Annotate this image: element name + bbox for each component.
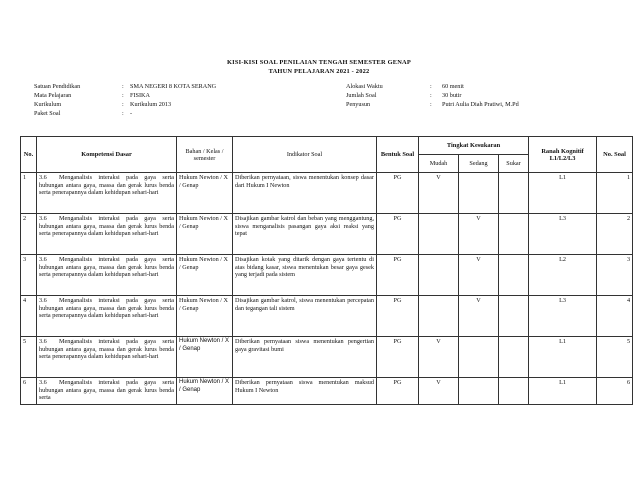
cell-indikator: Diberikan pernyataan siswa menentukan maksud Hukum I Newton [233, 378, 377, 405]
cell-bentuk: PG [377, 214, 419, 255]
cell-ranah: L1 [529, 173, 597, 214]
cell-bentuk: PG [377, 255, 419, 296]
cell-ranah: L1 [529, 378, 597, 405]
cell-bahan: Hukum Newton / X / Genap [177, 255, 233, 296]
cell-indikator: Disajikan gambar katrol, siswa menentukan percepatan dan tegangan tali sistem [233, 296, 377, 337]
cell-no-soal: 1 [597, 173, 633, 214]
cell-kompetensi: 3.6 Menganalisis interaksi pada gaya serta hubungan antara gaya, massa dan gerak lurus benda serta penerapannya dalam kehidupan sehari-hari [37, 296, 177, 337]
header-tingkat-kesukaran: Tingkat Kesukaran [419, 137, 529, 155]
cell-sukar [499, 255, 529, 296]
cell-sukar [499, 296, 529, 337]
cell-ranah: L3 [529, 296, 597, 337]
meta-row-penyusun: Penyusun : Putri Aulia Diah Pratiwi, M.Pd [346, 101, 519, 108]
cell-no-soal: 4 [597, 296, 633, 337]
meta-value: FISIKA [130, 92, 150, 99]
header-kompetensi-dasar: Kompetensi Dasar [37, 137, 177, 173]
cell-sedang [459, 378, 499, 405]
header-sukar: Sukar [499, 155, 529, 173]
table-row [21, 337, 633, 378]
cell-kompetensi: 3.6 Menganalisis interaksi pada gaya serta hubungan antara gaya, massa dan gerak lurus benda serta [37, 378, 177, 405]
meta-value: SMA NEGERI 8 KOTA SERANG [130, 83, 217, 90]
header-no-soal: No. Soal [597, 137, 633, 173]
cell-sedang: V [459, 214, 499, 255]
cell-bahan: Hukum Newton / X / Genap [177, 214, 233, 255]
meta-row-alokasi: Alokasi Waktu : 60 menit [346, 83, 464, 90]
cell-no: 1 [21, 173, 37, 214]
cell-mudah: V [419, 378, 459, 405]
header-indikator: Indikator Soal [233, 137, 377, 173]
document-title: KISI-KISI SOAL PENILAIAN TENGAH SEMESTER GENAP [227, 59, 411, 66]
cell-indikator: Diberikan pernyataan, siswa menentukan konsep dasar dari Hukum I Newton [233, 173, 377, 214]
cell-no-soal: 3 [597, 255, 633, 296]
header-bahan-kelas: Bahan / Kelas / semester [177, 137, 233, 173]
cell-no: 2 [21, 214, 37, 255]
meta-row-jumlah: Jumlah Soal : 30 butir [346, 92, 462, 99]
cell-sukar [499, 214, 529, 255]
cell-sukar [499, 378, 529, 405]
cell-bentuk: PG [377, 173, 419, 214]
document-subtitle: TAHUN PELAJARAN 2021 - 2022 [268, 68, 370, 75]
cell-bentuk: PG [377, 296, 419, 337]
cell-ranah: L3 [529, 214, 597, 255]
table-row [21, 378, 633, 405]
cell-kompetensi: 3.6 Menganalisis interaksi pada gaya serta hubungan antara gaya, massa dan gerak lurus benda serta penerapannya dalam kehidupan sehari-hari [37, 214, 177, 255]
cell-mudah: V [419, 337, 459, 378]
cell-mudah [419, 255, 459, 296]
cell-bahan: Hukum Newton / X / Genap [177, 173, 233, 214]
table-row [21, 214, 633, 255]
cell-sedang: V [459, 296, 499, 337]
cell-sedang [459, 173, 499, 214]
cell-bahan: Hukum Newton / X / Genap [177, 378, 233, 405]
meta-value: 30 butir [442, 92, 462, 99]
kisi-kisi-table [20, 136, 633, 405]
cell-bahan: Hukum Newton / X / Genap [177, 296, 233, 337]
table-row [21, 173, 633, 214]
cell-kompetensi: 3.6 Menganalisis interaksi pada gaya serta hubungan antara gaya, massa dan gerak lurus benda serta penerapannya dalam kehidupan sehari-hari [37, 255, 177, 296]
cell-no: 4 [21, 296, 37, 337]
header-bentuk-soal: Bentuk Soal [377, 137, 419, 173]
cell-ranah: L1 [529, 337, 597, 378]
cell-kompetensi: 3.6 Menganalisis interaksi pada gaya serta hubungan antara gaya, massa dan gerak lurus benda serta penerapannya dalam kehidupan sehari-hari [37, 337, 177, 378]
cell-bentuk: PG [377, 378, 419, 405]
cell-no: 5 [21, 337, 37, 378]
meta-value: 60 menit [442, 83, 464, 90]
header-sedang: Sedang [459, 155, 499, 173]
header-no: No. [21, 137, 37, 173]
meta-value: Kurikulum 2013 [130, 101, 172, 108]
meta-value: Putri Aulia Diah Pratiwi, M.Pd [442, 101, 519, 108]
meta-right [346, 82, 519, 109]
meta-row-paket: Paket Soal : - [34, 110, 133, 117]
cell-indikator: Diberikan pernyataan siswa menentukan pengertian gaya gravitasi bumi [233, 337, 377, 378]
table-row [21, 296, 633, 337]
cell-bahan: Hukum Newton / X / Genap [177, 337, 233, 378]
cell-bentuk: PG [377, 337, 419, 378]
cell-mudah: V [419, 173, 459, 214]
cell-indikator: Disajikan kotak yang ditarik dengan gaya tertentu di atas bidang kasar, siswa menentukan besar gaya gesek yang terjadi pada sistem [233, 255, 377, 296]
meta-left [34, 82, 216, 118]
header-ranah-kognitif: Ranah Kognitif L1/L2/L3 [529, 137, 597, 173]
meta-row-kurikulum: Kurikulum : Kurikulum 2013 [34, 101, 172, 108]
cell-no: 6 [21, 378, 37, 405]
cell-sedang: V [459, 255, 499, 296]
cell-mudah [419, 296, 459, 337]
meta-value: - [130, 110, 133, 117]
header-mudah: Mudah [419, 155, 459, 173]
cell-sedang [459, 337, 499, 378]
cell-indikator: Disajikan gambar katrol dan beban yang menggantung, siswa menganalisis pasangan gaya aksi reaksi yang tepat [233, 214, 377, 255]
cell-no-soal: 2 [597, 214, 633, 255]
cell-no: 3 [21, 255, 37, 296]
cell-no-soal: 6 [597, 378, 633, 405]
cell-kompetensi: 3.6 Menganalisis interaksi pada gaya serta hubungan antara gaya, massa dan gerak lurus benda serta penerapannya dalam kehidupan sehari-hari [37, 173, 177, 214]
cell-mudah [419, 214, 459, 255]
meta-row-mapel: Mata Pelajaran : FISIKA [34, 92, 150, 99]
cell-ranah: L2 [529, 255, 597, 296]
cell-sukar [499, 337, 529, 378]
cell-sukar [499, 173, 529, 214]
cell-no-soal: 5 [597, 337, 633, 378]
table-row [21, 255, 633, 296]
meta-row-satuan: Satuan Pendidikan : SMA NEGERI 8 KOTA SERANG [34, 83, 217, 90]
